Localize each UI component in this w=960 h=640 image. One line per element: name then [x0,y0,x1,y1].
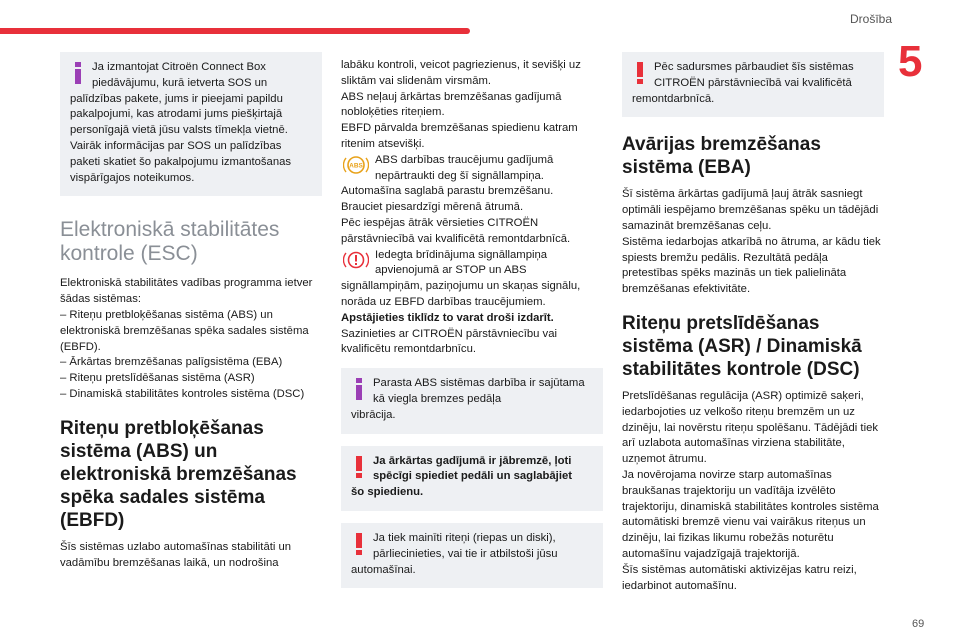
info-box-connect [60,52,322,196]
header-accent-bar [0,28,470,34]
warning-box2-first: Ja tiek mainīti riteņi (riepas un diski), pārliecinieties, vai tie ir atbilstoši jūsu [373,531,558,560]
abs-continued-text: labāku kontroli, veicot pagriezienus, it sevišķi uz sliktām vai slidenām virsmām. ABS neļauj ārkārtas bremzēšanas gadījumā nobloķēties riteņiem. EBFD pārvalda bremzēšanas spiedienu katram ritenim atsevišķi. [341,59,581,150]
abs-text: Šīs sistēmas uzlabo automašīnas stabilitāti un vadāmību bremzēšanas laikā, un nodrošina [60,540,292,569]
abs-warning-lamp-icon [343,154,369,176]
eba-heading: Avārijas bremzēšanas sistēma (EBA) [622,134,821,179]
warning-box1-first: Ja ārkārtas gadījumā ir jābremzē, ļoti spēcīgi spiediet pedāli un saglabājiet [373,454,573,483]
abs-icon-label: ABS [349,162,363,170]
eba-text: Šī sistēma ārkārtas gadījumā ļauj ātrāk sasniegt optimāli iespējamo bremzēšanas spēku un tādējādi samazināt bremzēšanas ceļu. Sistēma iedarbojas atkarībā no ātruma, ar kādu tiek spiests bremžu pedālis. Rezultātā pedāļa pretestības spēks mazinās un tiek palielināta bremzēšanas efektivitāte. [622,188,881,296]
info-box-abs [341,368,603,433]
abs-warning-block [341,153,603,185]
warning-box-collision-first: Pēc sadursmes pārbaudiet šīs sistēmas CITROËN pārstāvniecībā vai kvalificētā [654,61,854,89]
esc-text: Elektroniskā stabilitātes vadības programma ietver šādas sistēmas: – Riteņu pretbloķēšanas sistēma (ABS) un elektroniskā bremzēšanas spēka sadales sistēma (EBFD). – Ārkārtas bremzēšanas palīgsistēma (EBA) – Riteņu pretslīdēšanas sistēma (ASR) – Dinamiskā stabilitātes kontroles sistēma (DSC) [60,277,313,400]
ebfd-warning-end: Sazinieties ar CITROËN pārstāvniecību vai kvalificētu remontdarbnīcu. [341,327,557,356]
asr-dsc-text: Pretslīdēšanas regulācija (ASR) optimizē saķeri, iedarbojoties uz velkošo riteņu bremzēm un uz dzinēju, lai novērstu riteņu spolēšanu. Tādējādi tiek arī uzlabota automašīnas virziena stabilitāte, uzņemot ātrumu. Ja novērojama novirze starp automašīnas braukšanas trajektoriju un vadītāja izvēlēto trajektoriju, dinamiskā stabilitātes kontroles sistēma automātiski bremzē vienu vai vairākus riteņus un dzinēju, lai fizikas likumu robežās noturētu automašīnu vajadzīgajā trajektorijā. Šīs sistēmas automātiski aktivizējas katru reizi, iedarbinot automašīnu. [622,389,879,592]
ebfd-warning-rest: signāllampiņām, paziņojumu un skaņas signālu, norāda uz EBFD darbības traucējumiem. [341,280,581,308]
page-number: 69 [912,618,925,630]
brake-warning-lamp-icon [343,249,369,271]
warning-box-wheels [341,523,603,588]
chapter-number: 5 [898,37,923,86]
ebfd-warning-first: Iedegta brīdinājuma signāllampiņa apvienojumā ar STOP un ABS [375,248,548,277]
warning-icon [633,62,647,84]
warning-box-emergency-brake [341,446,603,511]
warning-box1-rest: šo spiedienu. [351,486,424,499]
column-1 [60,52,322,571]
warning-box-collision-rest: remontdarbnīcā. [632,92,715,105]
info-icon [71,62,85,84]
warning-box2-rest: automašīnai. [351,563,416,576]
section-title: Drošība [850,12,893,26]
warning-box-collision [622,52,884,117]
abs-heading: Riteņu pretbloķēšanas sistēma (ABS) un elektroniskā bremzēšanas spēka sadales sistēma (EBFD) [60,417,297,531]
ebfd-warning-bold: Apstājieties tiklīdz to varat droši izdarīt. [341,311,554,324]
warning-icon [352,533,366,555]
info-box-abs-first: Parasta ABS sistēmas darbība ir sajūtama kā viegla bremzes pedāļa [373,377,585,405]
abs-warning-first: ABS darbības traucējumu gadījumā nepārtraukti deg šī signāllampiņa. [375,153,554,182]
warning-icon [352,456,366,478]
info-icon [352,378,366,400]
esc-heading: Elektroniskā stabilitātes kontrole (ESC) [60,218,280,266]
column-3 [622,52,884,594]
column-2 [341,58,603,600]
ebfd-warning-block [341,248,603,280]
asr-dsc-heading: Riteņu pretslīdēšanas sistēma (ASR) / Dinamiskā stabilitātes kontrole (DSC) [622,312,862,380]
info-box-text-first: Ja izmantojat Citroën Connect Box piedāvājumu, kurā ietverta SOS un [92,61,268,89]
abs-warning-rest: Automašīna saglabā parastu bremzēšanu. Brauciet piesardzīgi mērenā ātrumā. Pēc iespējas ātrāk vērsieties CITROËN pārstāvniecībā vai kvalificētā remontdarbnīcā. [341,185,571,245]
info-box-text-rest: palīdzības pakete, jums ir pieejami papildu pakalpojumi, kas atrodami jums piešķirtajā personīgajā vietā jūsu valsts tīmekļa vietnē. Vairāk informācijas par SOS un palīdzības paketi skatiet šo pakalpojumu izmantošanas vispārīgajos noteikumos. [70,92,292,184]
info-box-abs-rest: vibrācija. [351,408,396,421]
